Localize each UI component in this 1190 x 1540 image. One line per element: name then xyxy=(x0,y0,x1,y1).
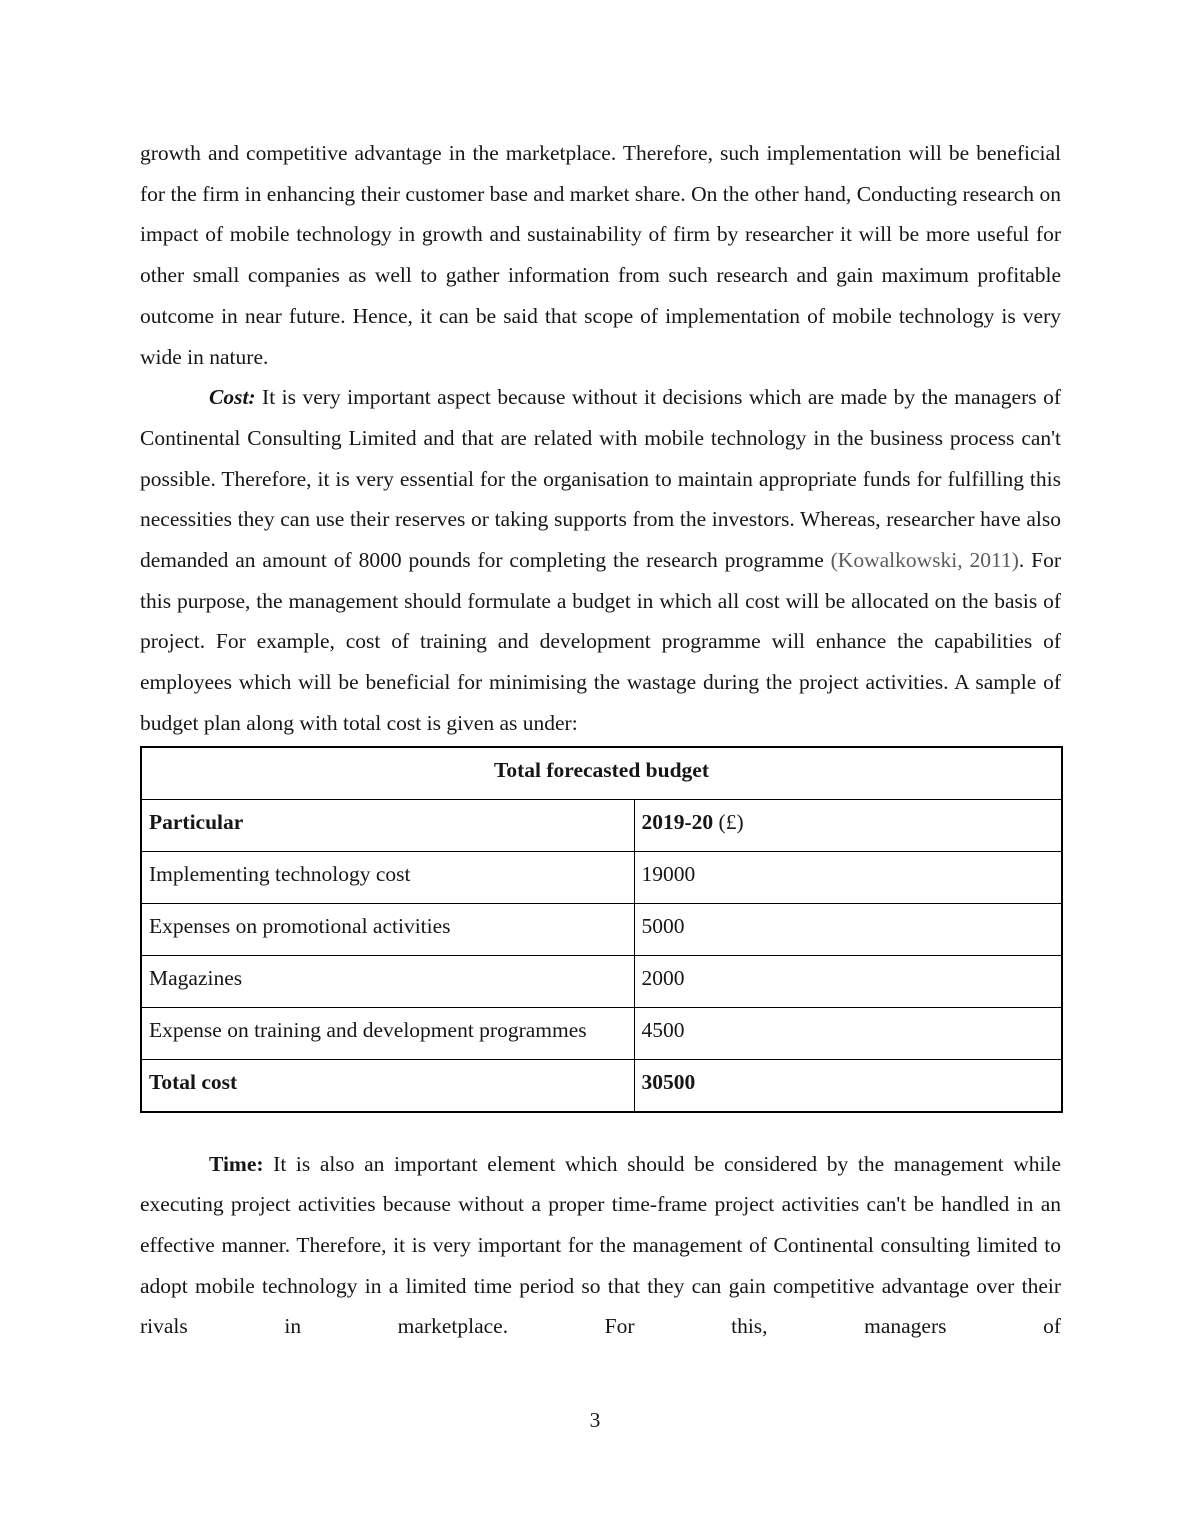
table-title-row xyxy=(141,747,1062,800)
table-total-row xyxy=(141,1059,1062,1112)
total-amount: 30500 xyxy=(634,1059,1062,1112)
table-row xyxy=(141,1007,1062,1059)
row-particular: Expenses on promotional activities xyxy=(141,903,634,955)
paragraph-time xyxy=(140,1144,1061,1348)
row-particular: Magazines xyxy=(141,955,634,1007)
paragraph-cost xyxy=(140,377,1061,743)
row-amount: 19000 xyxy=(634,851,1062,903)
paragraph-continuation xyxy=(140,133,1061,377)
cost-label: Cost: xyxy=(209,385,256,410)
row-amount: 5000 xyxy=(634,903,1062,955)
row-amount: 4500 xyxy=(634,1007,1062,1059)
total-label: Total cost xyxy=(141,1059,634,1112)
header-year xyxy=(634,799,1062,851)
header-year-text: 2019-20 xyxy=(641,809,714,834)
table-header-row xyxy=(141,799,1062,851)
paragraph-text: It is very important aspect because without it decisions which are made by the managers of Continental Consulting Limited and that are related with mobile technology in the business process can't possible. Therefore, it is very essential for the organisation to maintain appropriate funds for fulfilling this necessities they can use their reserves or taking supports from the investors. Whereas, researcher have also demanded an amount of 8000 pounds for completing the research programme xyxy=(140,385,1061,573)
table-title: Total forecasted budget xyxy=(141,747,1062,800)
paragraph-text: growth and competitive advantage in the marketplace. Therefore, such implementation will be beneficial for the firm in enhancing their customer base and market share. On the other hand, Conducting research on impact of mobile technology in growth and sustainability of firm by researcher it will be more useful for other small companies as well to gather information from such research and gain maximum profitable outcome in near future. Hence, it can be said that scope of implementation of mobile technology is very wide in nature. xyxy=(140,141,1061,369)
row-particular: Expense on training and development programmes xyxy=(141,1007,634,1059)
table-row xyxy=(141,955,1062,1007)
header-currency-text: (£) xyxy=(713,809,744,834)
row-particular: Implementing technology cost xyxy=(141,851,634,903)
paragraph-text: . For this purpose, the management should formulate a budget in which all cost will be allocated on the basis of project. For example, cost of training and development programme will enhance the capabilities of employees which will be beneficial for minimising the wastage during the project activities. A sample of budget plan along with total cost is given as under: xyxy=(140,548,1061,735)
citation-kowalkowski: (Kowalkowski, 2011) xyxy=(830,548,1019,573)
page-content xyxy=(140,133,1061,1347)
row-amount: 2000 xyxy=(634,955,1062,1007)
budget-table xyxy=(140,746,1063,1113)
paragraph-text: It is also an important element which should be considered by the management while executing project activities because without a proper time-frame project activities can't be handled in an effective manner. Therefore, it is very important for the management of Continental consulting limited to adopt mobile technology in a limited time period so that they can gain competitive advantage over their rivals in marketplace. For this, managers of xyxy=(140,1151,1061,1339)
page-number: 3 xyxy=(589,1408,601,1432)
time-label: Time: xyxy=(209,1151,264,1176)
header-particular: Particular xyxy=(141,799,634,851)
table-row xyxy=(141,903,1062,955)
table-row xyxy=(141,851,1062,903)
